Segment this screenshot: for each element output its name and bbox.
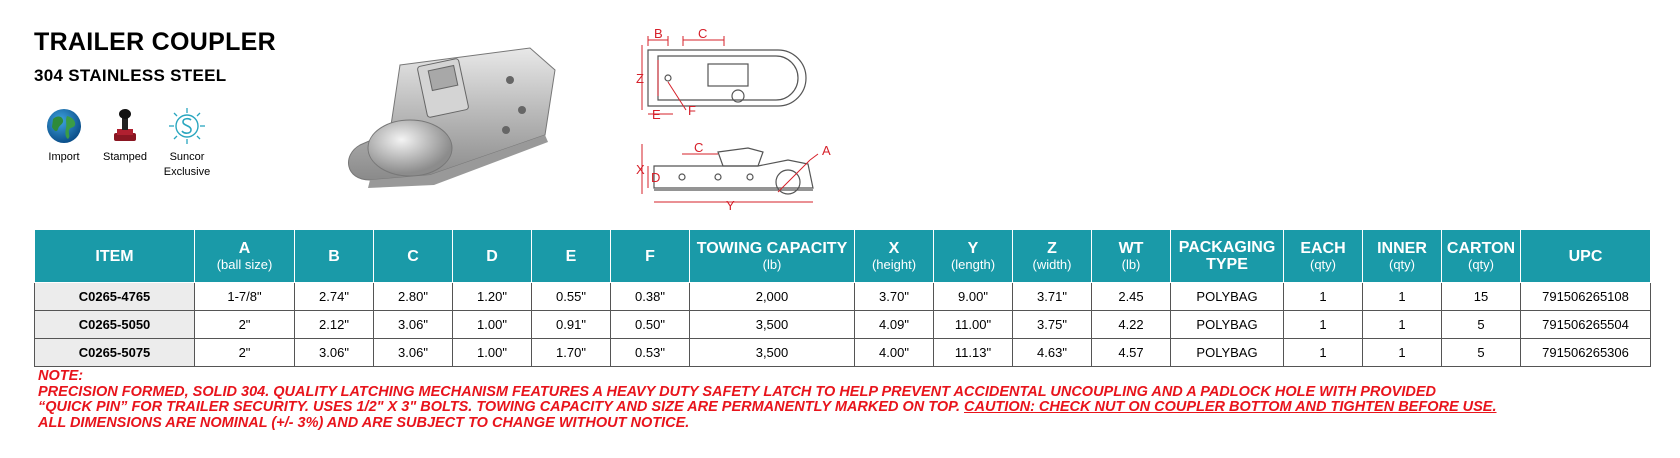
- column-header-label: C: [407, 247, 419, 265]
- column-header-label: TOWING CAPACITY: [696, 240, 848, 257]
- table-cell: 1: [1284, 339, 1363, 367]
- suncor-exclusive-icon: [167, 106, 207, 146]
- column-header: [1284, 230, 1363, 283]
- table-cell: 2.74": [295, 283, 374, 311]
- table-cell: 2.80": [374, 283, 453, 311]
- stamp-icon: [105, 106, 145, 146]
- column-header-unit: (height): [871, 257, 917, 272]
- column-header-unit: (length): [950, 257, 996, 272]
- dim-label-a: A: [822, 143, 831, 158]
- note-line-1: PRECISION FORMED, SOLID 304. QUALITY LATCHING MECHANISM FEATURES A HEAVY DUTY SAFETY LATCH TO HELP PREVENT ACCIDENTAL UNCOUPLING AND A PADLOCK HOLE WITH PROVIDED: [38, 383, 1436, 400]
- column-header: [1171, 230, 1284, 283]
- item-number-cell: C0265-4765: [35, 283, 195, 311]
- table-cell: 5: [1442, 339, 1521, 367]
- column-header-unit: (width): [1032, 257, 1072, 272]
- caution-text: CAUTION: CHECK NUT ON COUPLER BOTTOM AND TIGHTEN BEFORE USE.: [964, 399, 1497, 415]
- column-header-label: WT: [1118, 240, 1144, 257]
- table-cell: 3.06": [374, 339, 453, 367]
- dim-label-b: B: [654, 26, 663, 41]
- table-cell: 3.70": [855, 283, 934, 311]
- table-cell: 3.75": [1013, 311, 1092, 339]
- table-cell: POLYBAG: [1171, 311, 1284, 339]
- table-cell: 11.00": [934, 311, 1013, 339]
- column-header-label: Y: [967, 240, 979, 257]
- table-cell: 11.13": [934, 339, 1013, 367]
- column-header: [611, 230, 690, 283]
- table-cell: 0.91": [532, 311, 611, 339]
- dim-label-x: X: [636, 162, 645, 177]
- column-header: [1442, 230, 1521, 283]
- table-body: [35, 283, 1651, 367]
- table-cell: 0.55": [532, 283, 611, 311]
- coupler-product-image: [330, 40, 580, 190]
- column-header-unit: (ball size): [216, 257, 273, 272]
- table-cell: 4.63": [1013, 339, 1092, 367]
- table-cell: 791506265504: [1521, 311, 1651, 339]
- table-cell: 1-7/8": [195, 283, 295, 311]
- column-header-label: X: [888, 240, 900, 257]
- table-cell: POLYBAG: [1171, 283, 1284, 311]
- dim-label-y: Y: [726, 198, 735, 213]
- column-header-label: F: [645, 247, 655, 265]
- table-cell: 4.09": [855, 311, 934, 339]
- dim-label-z: Z: [636, 71, 644, 86]
- column-header-label: B: [328, 247, 340, 265]
- column-header-unit: (qty): [1389, 257, 1415, 272]
- spec-table: [34, 229, 1651, 367]
- table-cell: 791506265108: [1521, 283, 1651, 311]
- note-line-2-text: “QUICK PIN” FOR TRAILER SECURITY. USES 1/2" X 3" BOLTS. TOWING CAPACITY AND SIZE ARE PERMANENTLY MARKED ON TOP.: [38, 399, 965, 415]
- column-header-label: PACKAGING TYPE: [1178, 239, 1276, 273]
- column-header: [532, 230, 611, 283]
- table-cell: 1.00": [453, 311, 532, 339]
- column-header-label: A: [238, 240, 251, 257]
- column-header-unit: (qty): [1468, 257, 1494, 272]
- table-cell: 0.50": [611, 311, 690, 339]
- table-cell: 9.00": [934, 283, 1013, 311]
- column-header-label: E: [565, 247, 577, 265]
- feature-suncor-exclusive: [150, 106, 224, 180]
- column-header: [35, 230, 195, 283]
- column-header-label: CARTON: [1446, 240, 1516, 257]
- note-line-2: [38, 400, 1658, 416]
- feature-label: Exclusive: [163, 166, 211, 178]
- column-header-label: UPC: [1568, 247, 1603, 265]
- table-cell: 3.06": [295, 339, 374, 367]
- top-view-diagram: [636, 26, 838, 122]
- column-header-label: ITEM: [95, 247, 134, 265]
- product-note: [38, 369, 1658, 431]
- table-cell: 791506265306: [1521, 339, 1651, 367]
- dim-label-d: D: [651, 170, 661, 185]
- note-line-3: ALL DIMENSIONS ARE NOMINAL (+/- 3%) AND ARE SUBJECT TO CHANGE WITHOUT NOTICE.: [38, 414, 690, 431]
- table-cell: 1: [1363, 339, 1442, 367]
- column-header: [1363, 230, 1442, 283]
- column-header: [295, 230, 374, 283]
- column-header: [934, 230, 1013, 283]
- column-header-label: EACH: [1300, 240, 1346, 257]
- table-cell: 2.12": [295, 311, 374, 339]
- column-header: [1521, 230, 1651, 283]
- item-number-cell: C0265-5050: [35, 311, 195, 339]
- dim-label-f: F: [688, 103, 696, 118]
- table-header-row: [35, 230, 1651, 283]
- page-subtitle: 304 STAINLESS STEEL: [34, 66, 227, 85]
- table-row: [35, 339, 1651, 367]
- page-title: TRAILER COUPLER: [34, 28, 276, 56]
- note-heading: NOTE:: [38, 368, 84, 384]
- column-header-unit: (lb): [762, 257, 782, 272]
- column-header: [1092, 230, 1171, 283]
- table-cell: POLYBAG: [1171, 339, 1284, 367]
- table-row: [35, 283, 1651, 311]
- dim-label-c-side: C: [694, 140, 704, 155]
- table-cell: 2": [195, 339, 295, 367]
- item-number-cell: C0265-5075: [35, 339, 195, 367]
- table-cell: 3,500: [690, 311, 855, 339]
- table-cell: 4.22: [1092, 311, 1171, 339]
- table-cell: 1.20": [453, 283, 532, 311]
- feature-label: Import: [48, 151, 80, 163]
- table-cell: 2,000: [690, 283, 855, 311]
- column-header: [855, 230, 934, 283]
- table-cell: 5: [1442, 311, 1521, 339]
- column-header: [453, 230, 532, 283]
- column-header: [690, 230, 855, 283]
- table-cell: 1: [1363, 311, 1442, 339]
- dim-label-c: C: [698, 26, 708, 41]
- column-header: [374, 230, 453, 283]
- column-header-unit: (qty): [1310, 257, 1336, 272]
- table-cell: 3.06": [374, 311, 453, 339]
- column-header: [195, 230, 295, 283]
- side-view-diagram: [638, 130, 858, 212]
- table-cell: 1.70": [532, 339, 611, 367]
- column-header-unit: (lb): [1121, 257, 1141, 272]
- table-cell: 4.00": [855, 339, 934, 367]
- column-header-label: INNER: [1377, 240, 1427, 257]
- column-header: [1013, 230, 1092, 283]
- dim-label-e: E: [652, 107, 661, 122]
- table-cell: 4.57: [1092, 339, 1171, 367]
- column-header-label: D: [486, 247, 498, 265]
- table-cell: 2": [195, 311, 295, 339]
- feature-label: Stamped: [102, 151, 148, 163]
- globe-icon: [44, 106, 84, 146]
- table-cell: 15: [1442, 283, 1521, 311]
- table-row: [35, 311, 1651, 339]
- table-cell: 1.00": [453, 339, 532, 367]
- column-header-label: Z: [1047, 240, 1057, 257]
- table-cell: 3.71": [1013, 283, 1092, 311]
- table-cell: 0.38": [611, 283, 690, 311]
- table-cell: 1: [1363, 283, 1442, 311]
- table-cell: 2.45: [1092, 283, 1171, 311]
- feature-label: Suncor: [169, 151, 205, 163]
- table-cell: 1: [1284, 311, 1363, 339]
- table-cell: 1: [1284, 283, 1363, 311]
- table-cell: 3,500: [690, 339, 855, 367]
- table-cell: 0.53": [611, 339, 690, 367]
